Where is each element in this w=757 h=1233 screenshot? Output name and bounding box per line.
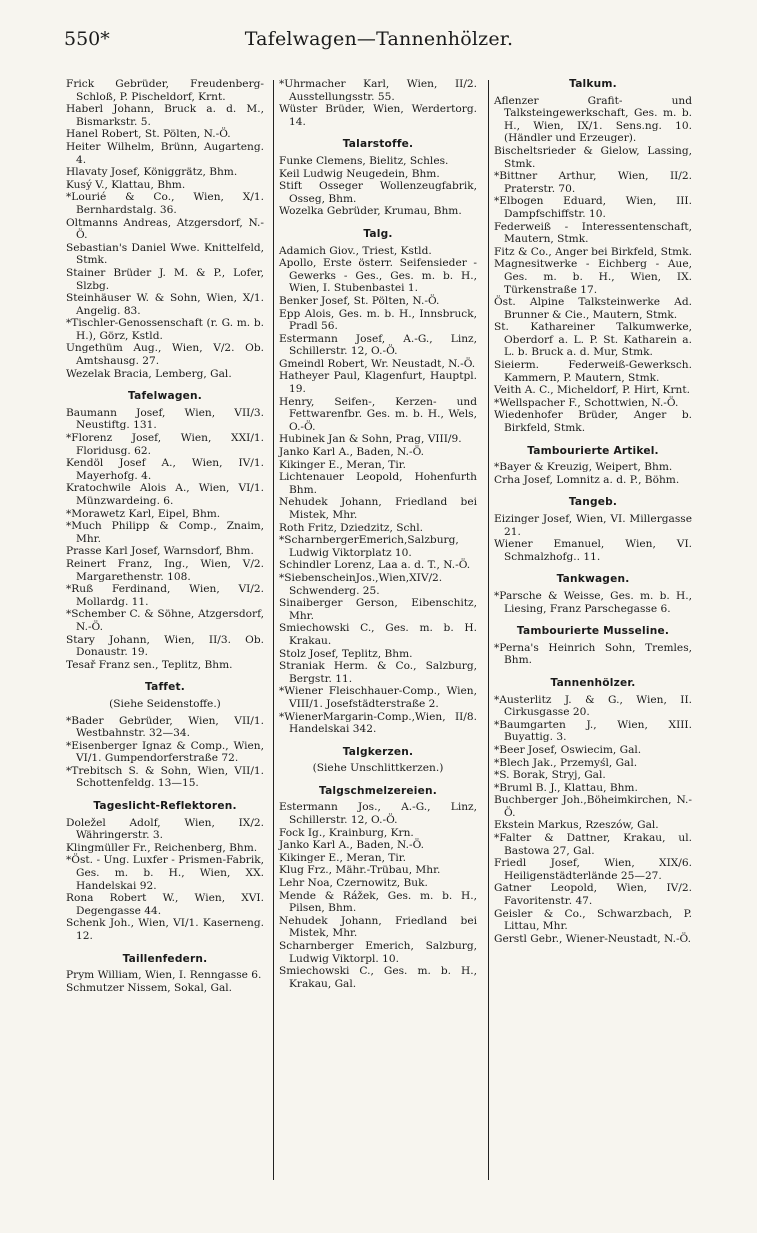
directory-entry: Gerstl Gebr., Wiener-Neustadt, N.-Ö. — [494, 932, 691, 945]
directory-entry: St. Kathareiner Talkumwerke, Oberdorf a. L. P. St. Katharein a. L. b. Bruck a. d. Mur, Stmk. — [494, 321, 692, 359]
section-heading: Tambourierte Musseline. — [516, 625, 670, 638]
directory-entry: *Perna's Heinrich Sohn, Tremles, Bhm. — [494, 641, 692, 667]
directory-entry: Benker Josef, St. Pölten, N.-Ö. — [279, 294, 440, 307]
directory-entry: Stift Osseger Wollenzeugfabrik, Osseg, Bhm. — [279, 180, 477, 205]
directory-entry: Nehudek Johann, Friedland bei Mistek, Mhr. — [279, 914, 477, 940]
cross-reference-note: (Siehe Seidenstoffe.) — [109, 697, 221, 710]
section-heading: Talgschmelzereien. — [319, 784, 437, 797]
directory-entry: Klingmüller Fr., Reichenberg, Bhm. — [66, 841, 258, 854]
column-divider — [488, 80, 489, 1180]
directory-entry: Fock Ig., Krainburg, Krn. — [279, 826, 414, 839]
page-number: 550* — [64, 28, 110, 50]
column-left — [66, 78, 264, 994]
directory-entry: Wezelak Bracia, Lemberg, Gal. — [66, 367, 232, 380]
directory-entry: *Ruß Ferdinand, Wien, VI/2. Mollardg. 11. — [66, 583, 264, 608]
directory-entry: Wozelka Gebrüder, Krumau, Bhm. — [279, 205, 462, 218]
directory-entry: Estermann Josef, A.-G., Linz, Schillerstr. 12, O.-Ö. — [279, 332, 477, 358]
directory-entry: Schmutzer Nissem, Sokal, Gal. — [66, 981, 233, 994]
directory-entry: Apollo, Erste österr. Seifensieder - Gewerks - Ges., Ges. m. b. H., Wien, I. Stubenbastei 1. — [279, 257, 477, 295]
directory-entry: *WienerMargarin-Comp.,Wien, II/8. Handelskai 342. — [279, 710, 477, 736]
directory-entry: Federweiß - Interessentenschaft, Mautern, Stmk. — [494, 220, 692, 246]
directory-entry: Klug Frz., Mähr.-Trübau, Mhr. — [279, 864, 441, 877]
directory-entry: Gatner Leopold, Wien, IV/2. Favoritenstr. 47. — [494, 882, 692, 908]
directory-entry: Funke Clemens, Bielitz, Schles. — [279, 154, 449, 167]
directory-entry: *Eisenberger Ignaz & Comp., Wien, VI/1. Gumpendorferstraße 72. — [66, 739, 264, 765]
directory-entry: Wiedenhofer Brüder, Anger b. Birkfeld, Stmk. — [494, 409, 692, 435]
directory-entry: Rona Robert W., Wien, XVI. Degengasse 44. — [66, 892, 264, 917]
directory-entry: Fitz & Co., Anger bei Birkfeld, Stmk. — [494, 245, 693, 258]
section-heading: Tankwagen. — [556, 573, 630, 586]
directory-entry: *Uhrmacher Karl, Wien, II/2. Ausstellungsstr. 55. — [279, 78, 477, 103]
directory-entry: Schenk Joh., Wien, VI/1. Kaserneng. 12. — [66, 917, 264, 942]
directory-entry: *ScharnbergerEmerich,Salzburg, Ludwig Viktorplatz 10. — [279, 534, 459, 559]
directory-entry: Aflenzer Grafit- und Talksteingewerkschaft, Ges. m. b. H., Wien, IX/1. Sens.ng. 10. (Händler und Erzeuger). — [494, 94, 692, 145]
directory-entry: Tesař Franz sen., Teplitz, Bhm. — [66, 658, 233, 671]
directory-entry: Schindler Lorenz, Laa a. d. T., N.-Ö. — [279, 559, 471, 572]
directory-entry: Frick Gebrüder, Freudenberg-Schloß, P. Pischeldorf, Krnt. — [66, 78, 264, 103]
directory-entry: Kusý V., Klattau, Bhm. — [66, 178, 186, 191]
directory-entry: *Baumgarten J., Wien, XIII. Buyattig. 3. — [494, 718, 692, 744]
section-heading: Talarstoffe. — [342, 138, 414, 151]
directory-entry: *Elbogen Eduard, Wien, III. Dampfschiffstr. 10. — [494, 195, 692, 220]
directory-entry: Estermann Jos., A.-G., Linz, Schillerstr. 12, O.-Ö. — [279, 801, 477, 827]
section-heading: Tangeb. — [568, 496, 618, 509]
directory-entry: *Blech Jak., Przemyśl, Gal. — [494, 756, 638, 769]
directory-entry: Buchberger Joh.,Böheimkirchen, N.-Ö. — [494, 794, 692, 819]
directory-entry: *Tischler-Genossenschaft (r. G. m. b. H.), Görz, Kstld. — [66, 317, 264, 342]
section-heading: Talg. — [363, 227, 393, 240]
column-divider — [273, 80, 274, 1180]
directory-entry: Doležel Adolf, Wien, IX/2. Währingerstr. 3. — [66, 816, 264, 842]
column-middle — [279, 78, 477, 990]
directory-entry: Janko Karl A., Baden, N.-Ö. — [279, 839, 425, 852]
directory-entry: Baumann Josef, Wien, VII/3. Neustiftg. 131. — [66, 406, 264, 432]
directory-entry: Sieierm. Federweiß-Gewerksch. Kammern, P. Mautern, Stmk. — [494, 359, 692, 384]
directory-entry: Smiechowski C., Ges. m. b. H. Krakau. — [279, 622, 477, 647]
directory-entry: Kikinger E., Meran, Tir. — [279, 851, 407, 864]
directory-entry: Hatheyer Paul, Klagenfurt, Hauptpl. 19. — [279, 370, 477, 396]
directory-entry: Roth Fritz, Dziedzitz, Schl. — [279, 521, 424, 534]
directory-entry: *Wiener Fleischhauer-Comp., Wien, VIII/1. Josefstädterstraße 2. — [279, 685, 477, 710]
directory-entry: Geisler & Co., Schwarzbach, P. Littau, Mhr. — [494, 907, 692, 933]
directory-entry: Henry, Seifen-, Kerzen- und Fettwarenfbr. Ges. m. b. H., Wels, O.-Ö. — [279, 395, 477, 433]
directory-entry: Reinert Franz, Ing., Wien, V/2. Margarethenstr. 108. — [66, 557, 264, 583]
directory-entry: Nehudek Johann, Friedland bei Mistek, Mhr. — [279, 496, 477, 521]
directory-entry: Sebastian's Daniel Wwe. Knittelfeld, Stmk. — [66, 241, 264, 267]
directory-entry: Hubinek Jan & Sohn, Prag, VIII/9. — [279, 433, 462, 446]
directory-entry: Öst. Alpine Talksteinwerke Ad. Brunner & Cie., Mautern, Stmk. — [494, 296, 692, 321]
directory-entry: *Lourié & Co., Wien, X/1. Bernhardstalg. 36. — [66, 191, 264, 216]
directory-entry: Scharnberger Emerich, Salzburg, Ludwig Viktorpl. 10. — [279, 940, 477, 965]
page-title: Tafelwagen—Tannenhölzer. — [244, 28, 514, 50]
section-heading: Taffet. — [145, 681, 185, 694]
directory-entry: Eizinger Josef, Wien, VI. Millergasse 21. — [494, 513, 692, 538]
directory-entry: *Falter & Dattner, Krakau, ul. Bastowa 27, Gal. — [494, 832, 692, 857]
directory-entry: Stainer Brüder J. M. & P., Lofer, Slzbg. — [66, 266, 264, 292]
directory-entry: *Beer Josef, Oswiecim, Gal. — [494, 743, 642, 756]
directory-entry: Crha Josef, Lomnitz a. d. P., Böhm. — [494, 473, 680, 486]
directory-entry: Ungethüm Aug., Wien, V/2. Ob. Amtshausg. 27. — [66, 342, 264, 368]
directory-entry: Friedl Josef, Wien, XIX/6. Heiligenstädterlände 25—27. — [494, 857, 692, 882]
directory-entry: Steinhäuser W. & Sohn, Wien, X/1. Angelig. 83. — [66, 292, 264, 317]
column-right — [494, 78, 692, 945]
directory-entry: *Bayer & Kreuzig, Weipert, Bhm. — [494, 461, 673, 474]
directory-entry: *Schember C. & Söhne, Atzgersdorf, N.-Ö. — [66, 608, 264, 633]
directory-entry: *Bruml B. J., Klattau, Bhm. — [494, 781, 638, 794]
directory-entry: Heiter Wilhelm, Brünn, Augarteng. 4. — [66, 140, 264, 166]
directory-entry: *Bittner Arthur, Wien, II/2. Praterstr. 70. — [494, 170, 692, 195]
directory-entry: Wüster Brüder, Wien, Werdertorg. 14. — [279, 103, 477, 128]
directory-entry: Bischeltsrieder & Gielow, Lassing, Stmk. — [494, 144, 692, 170]
directory-entry: *Wellspacher F., Schottwien, N.-Ö. — [494, 396, 679, 409]
section-heading: Talgkerzen. — [342, 745, 414, 758]
directory-entry: *Florenz Josef, Wien, XXI/1. Floridusg. 62. — [66, 432, 264, 457]
directory-entry: Straniak Herm. & Co., Salzburg, Bergstr. 11. — [279, 660, 477, 685]
section-heading: Taillenfedern. — [122, 952, 208, 965]
directory-entry: Lehr Noa, Czernowitz, Buk. — [279, 877, 428, 890]
directory-entry: Veith A. C., Micheldorf, P. Hirt, Krnt. — [494, 384, 690, 397]
section-heading: Tambourierte Artikel. — [527, 444, 659, 457]
cross-reference-note: (Siehe Unschlittkerzen.) — [312, 762, 444, 775]
section-heading: Tageslicht-Reflektoren. — [93, 800, 237, 813]
page-header — [64, 28, 694, 58]
section-heading: Tannenhölzer. — [550, 676, 636, 689]
directory-entry: Prym William, Wien, I. Renngasse 6. — [66, 969, 262, 982]
directory-entry: *SiebenscheinJos.,Wien,XIV/2. Schwenderg. 25. — [279, 571, 443, 597]
directory-entry: Stolz Josef, Teplitz, Bhm. — [279, 647, 413, 660]
directory-entry: Wiener Emanuel, Wien, VI. Schmalzhofg.. 11. — [494, 538, 692, 563]
directory-entry: *Trebitsch S. & Sohn, Wien, VII/1. Schottenfeldg. 13—15. — [66, 764, 264, 790]
directory-entry: Adamich Giov., Triest, Kstld. — [279, 244, 432, 257]
directory-entry: Haberl Johann, Bruck a. d. M., Bismarkstr. 5. — [66, 103, 264, 128]
directory-entry: Gmeindl Robert, Wr. Neustadt, N.-Ö. — [279, 357, 476, 370]
directory-entry: Stary Johann, Wien, II/3. Ob. Donaustr. 19. — [66, 633, 264, 659]
directory-entry: *S. Borak, Stryj, Gal. — [494, 769, 606, 782]
directory-entry: Hlavaty Josef, Königgrätz, Bhm. — [66, 166, 238, 179]
directory-entry: Prasse Karl Josef, Warnsdorf, Bhm. — [66, 545, 254, 558]
directory-entry: Epp Alois, Ges. m. b. H., Innsbruck, Pradl 56. — [279, 307, 477, 333]
directory-entry: *Austerlitz J. & G., Wien, II. Cirkusgasse 20. — [494, 693, 692, 719]
directory-entry: *Bader Gebrüder, Wien, VII/1. Westbahnstr. 32—34. — [66, 714, 264, 740]
directory-entry: *Parsche & Weisse, Ges. m. b. H., Liesing, Franz Parschegasse 6. — [494, 589, 692, 615]
directory-entry: Magnesitwerke - Eichberg - Aue, Ges. m. b. H., Wien, IX. Türkenstraße 17. — [494, 258, 692, 296]
directory-entry: Kendöl Josef A., Wien, IV/1. Mayerhofg. 4. — [66, 457, 264, 482]
directory-entry: Sinaiberger Gerson, Eibenschitz, Mhr. — [279, 597, 477, 622]
directory-entry: Janko Karl A., Baden, N.-Ö. — [279, 446, 425, 459]
directory-entry: Smiechowski C., Ges. m. b. H., Krakau, Gal. — [279, 965, 477, 990]
directory-entry: Mende & Rážek, Ges. m. b. H., Pilsen, Bhm. — [279, 889, 477, 915]
directory-entry: *Öst. - Ung. Luxfer - Prismen-Fabrik, Ges. m. b. H., Wien, XX. Handelskai 92. — [66, 854, 264, 892]
directory-entry: *Much Philipp & Comp., Znaim, Mhr. — [66, 520, 264, 545]
directory-entry: Hanel Robert, St. Pölten, N.-Ö. — [66, 128, 231, 141]
directory-entry: Kratochwile Alois A., Wien, VI/1. Münzwardeing. 6. — [66, 482, 264, 507]
section-heading: Talkum. — [569, 78, 617, 90]
directory-entry: Kikinger E., Meran, Tir. — [279, 458, 407, 471]
directory-entry: Ekstein Markus, Rzeszów, Gal. — [494, 819, 659, 832]
section-heading: Tafelwagen. — [128, 390, 202, 403]
directory-entry: *Morawetz Karl, Eipel, Bhm. — [66, 507, 221, 520]
directory-entry: Keil Ludwig Neugedein, Bhm. — [279, 167, 440, 180]
directory-entry: Lichtenauer Leopold, Hohenfurth Bhm. — [279, 471, 477, 496]
directory-entry: Oltmanns Andreas, Atzgersdorf, N.-Ö. — [66, 216, 264, 242]
